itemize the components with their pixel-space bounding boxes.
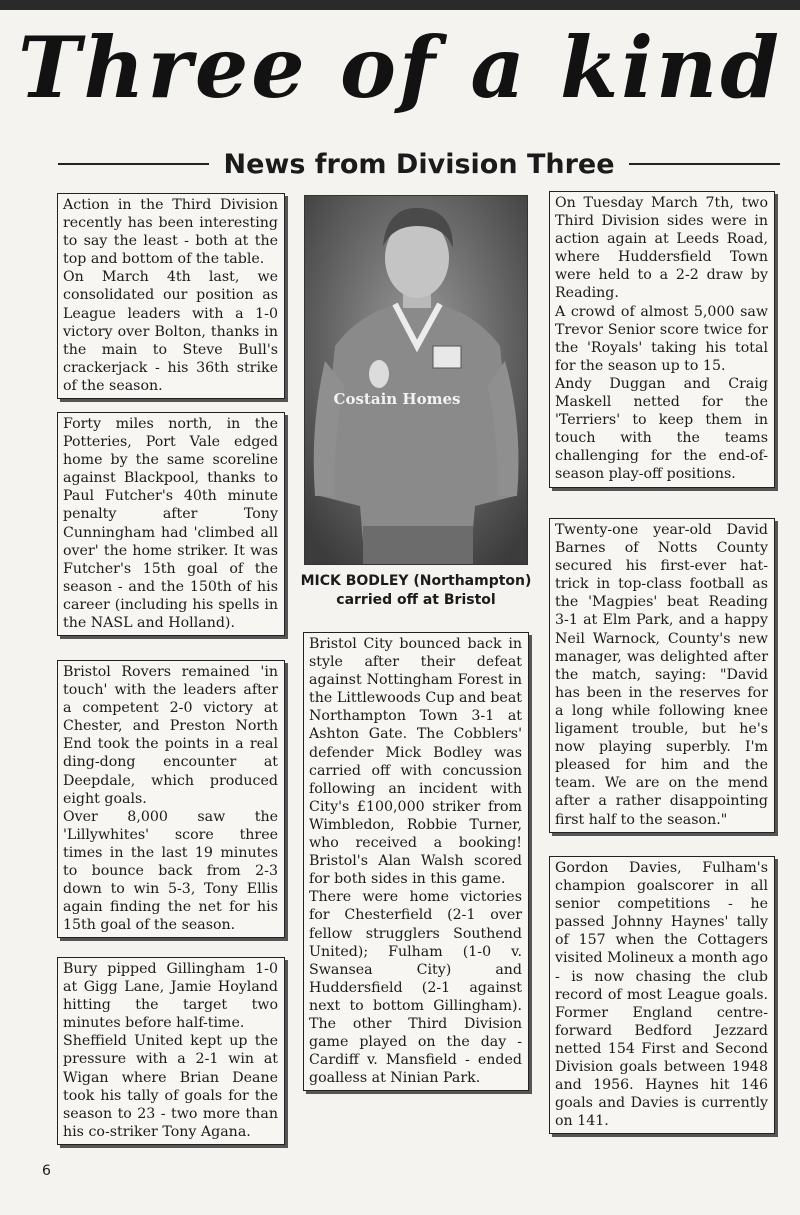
article-box-bristol-rovers — [57, 660, 285, 938]
article-box-notts-county — [549, 518, 775, 833]
article-paragraph: Twenty-one year-old David Barnes of Notts County secured his first-ever hat-trick in top-class football as the 'Magpies' beat Reading 3-1 at Elm Park, and a happy Neil Warnock, County's new manager, was delighted after the match, saying: "David has been in the reserves for a long while following knee ligament trouble, but he's now playing superbly. I'm pleased for him and the team. We are on the mend after a rather disappointing first half to the season." — [555, 522, 768, 828]
article-box-huddersfield — [549, 191, 775, 488]
subtitle-rule-right — [629, 163, 780, 165]
article-box-league-leaders — [57, 193, 285, 399]
article-paragraph: Sheffield United kept up the pressure with a 2-1 win at Wigan where Brian Deane took his tally of goals for the season to 23 - two more than his co-striker Tony Agana. — [63, 1033, 278, 1140]
article-paragraph: On March 4th last, we consolidated our position as League leaders with a 1-0 victory over Bolton, thanks in the main to Steve Bull's crackerjack - his 36th strike of the season. — [63, 269, 278, 394]
article-paragraph: Bristol City bounced back in style after their defeat against Nottingham Forest in the Littlewoods Cup and beat Northampton Town 3-1 at Ashton Gate. The Cobblers' defender Mick Bodley was carried off with concussion following an incident with City's £100,000 striker from Wimbledon, Robbie Turner, who received a booking! Bristol's Alan Walsh scored for both sides in this game. — [309, 636, 522, 888]
article-paragraph: A crowd of almost 5,000 saw Trevor Senior score twice for the 'Royals' taking his total for the season up to 15. — [555, 303, 768, 374]
article-paragraph: Gordon Davies, Fulham's champion goalscorer in all senior competitions - he passed Johnny Haynes' tally of 157 when the Cottagers visited Molineux a month ago - is now chasing the club record of most League goals. Former England centre-forward Bedford Jezzard netted 154 First and Second Division goals between 1948 and 1956. Haynes hit 146 goals and Davies is currently on 141. — [555, 860, 768, 1130]
top-strip — [0, 0, 800, 10]
article-paragraph: On Tuesday March 7th, two Third Division sides were in action again at Leeds Road, where Huddersfield Town were held to a 2-2 draw by Reading. — [555, 195, 768, 302]
player-photo-drawing — [305, 196, 528, 565]
subtitle-rule-left — [58, 163, 209, 165]
article-paragraph: Bury pipped Gillingham 1-0 at Gigg Lane, Jamie Hoyland hitting the target two minutes before half-time. — [63, 961, 278, 1032]
page-title: Three of a kind — [18, 18, 782, 117]
article-paragraph: Forty miles north, in the Potteries, Port Vale edged home by the same scoreline against Blackpool, thanks to Paul Futcher's 40th minute penalty after Tony Cunningham had 'climbed all over' the home striker. It was Futcher's 15th goal of the season - and the 150th of his career (including his spells in the NASL and Holland). — [63, 416, 278, 632]
article-box-port-vale — [57, 412, 285, 636]
article-paragraph: Andy Duggan and Craig Maskell netted for the 'Terriers' to keep them in touch with the teams challenging for the end-of-season play-off positions. — [555, 375, 768, 483]
player-photo — [304, 195, 528, 565]
article-paragraph: There were home victories for Chesterfield (2-1 over fellow strugglers Southend United); Fulham (1-0 v. Swansea City) and Huddersfield (2-1 against next to bottom Gillingham). The other Third Division game played on the day - Cardiff v. Mansfield - ended goalless at Ninian Park. — [309, 889, 522, 1087]
article-box-fulham — [549, 856, 775, 1134]
shirt-sponsor-text: Costain Homes — [333, 390, 461, 408]
article-paragraph: Over 8,000 saw the 'Lillywhites' score three times in the last 19 minutes to bounce back from 2-3 down to win 5-3, Tony Ellis again finding the net for his 15th goal of the season. — [63, 808, 278, 934]
page-subtitle: News from Division Three — [223, 148, 615, 180]
article-paragraph: Action in the Third Division recently has been interesting to say the least - both at the top and bottom of the table. — [63, 197, 278, 268]
article-box-bury — [57, 957, 285, 1145]
photo-caption: MICK BODLEY (Northampton) carried off at Bristol — [300, 573, 532, 608]
article-paragraph: Bristol Rovers remained 'in touch' with the leaders after a competent 2-0 victory at Chester, and Preston North End took the points in a real ding-dong encounter at Deepdale, which produced eight goals. — [63, 664, 278, 807]
subtitle-row — [58, 146, 780, 182]
article-box-bristol-city — [303, 632, 529, 1091]
page-number: 6 — [42, 1163, 51, 1179]
